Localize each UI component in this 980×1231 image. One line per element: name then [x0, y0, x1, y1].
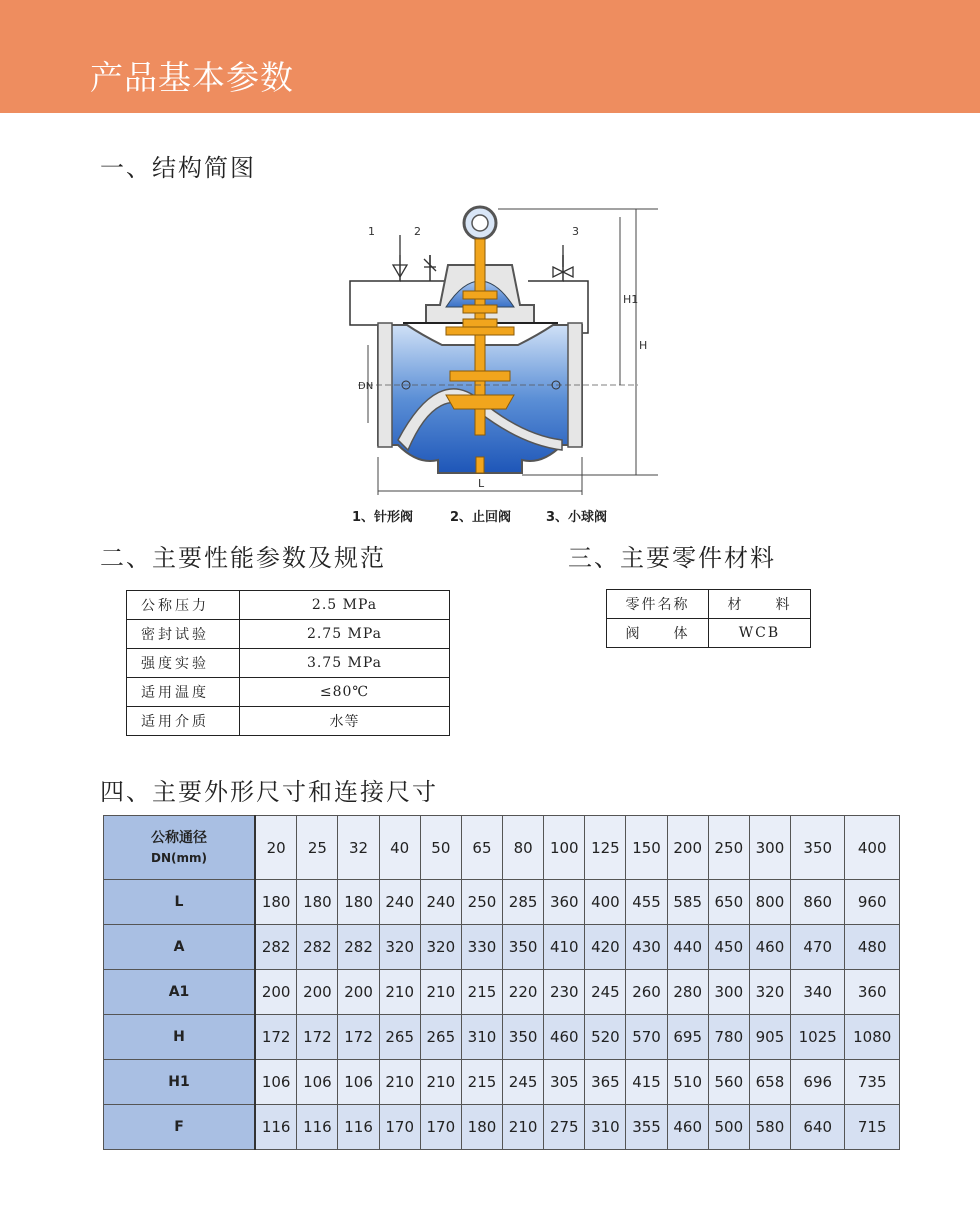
dimension-row-label: A1: [104, 970, 256, 1015]
dimension-value-cell: 200: [255, 970, 297, 1015]
dimension-value-cell: 640: [791, 1105, 845, 1150]
performance-row: [127, 620, 450, 649]
dimension-value-cell: 172: [297, 1015, 338, 1060]
callout-2: 2: [414, 225, 421, 238]
dimension-value-cell: 310: [461, 1015, 502, 1060]
dimension-value-cell: 650: [708, 880, 749, 925]
performance-value: ≤80℃: [240, 678, 450, 707]
materials-header-material: 材 料: [709, 590, 811, 619]
dimension-value-cell: 245: [585, 970, 626, 1015]
dimension-value-cell: 180: [338, 880, 379, 925]
dimension-value-cell: 735: [845, 1060, 900, 1105]
dimension-value-cell: 230: [544, 970, 585, 1015]
materials-header-row: [607, 590, 811, 619]
dimension-value-cell: 470: [791, 925, 845, 970]
dimension-value-cell: 460: [544, 1015, 585, 1060]
dimension-value-cell: 350: [503, 1015, 544, 1060]
dimension-row-label: L: [104, 880, 256, 925]
dn-header-label: 公称通径: [151, 829, 207, 846]
dimension-value-cell: 170: [420, 1105, 461, 1150]
dimension-value-cell: 360: [544, 880, 585, 925]
dimension-value-cell: 355: [626, 1105, 667, 1150]
dn-size-cell: 150: [626, 816, 667, 880]
dn-size-cell: 400: [845, 816, 900, 880]
dimension-value-cell: 320: [420, 925, 461, 970]
dimension-value-cell: 180: [255, 880, 297, 925]
dimension-value-cell: 240: [379, 880, 420, 925]
dimension-row: [104, 970, 900, 1015]
section-heading-dimensions: 四、主要外形尺寸和连接尺寸: [100, 778, 438, 806]
dimension-value-cell: 340: [791, 970, 845, 1015]
performance-row: [127, 649, 450, 678]
performance-value: 水等: [240, 707, 450, 736]
dimension-value-cell: 905: [749, 1015, 790, 1060]
dimension-value-cell: 455: [626, 880, 667, 925]
dimensions-table: [103, 815, 900, 1150]
dimension-value-cell: 430: [626, 925, 667, 970]
dimension-row: [104, 1105, 900, 1150]
materials-table: [606, 589, 811, 648]
dimension-value-cell: 780: [708, 1015, 749, 1060]
dimension-value-cell: 282: [255, 925, 297, 970]
dimension-value-cell: 450: [708, 925, 749, 970]
dn-size-cell: 65: [461, 816, 502, 880]
dimension-value-cell: 330: [461, 925, 502, 970]
performance-row: [127, 678, 450, 707]
dimension-value-cell: 440: [667, 925, 708, 970]
dimension-value-cell: 696: [791, 1060, 845, 1105]
dimension-value-cell: 695: [667, 1015, 708, 1060]
dimension-value-cell: 510: [667, 1060, 708, 1105]
dimension-value-cell: 480: [845, 925, 900, 970]
dimension-value-cell: 116: [255, 1105, 297, 1150]
performance-key: 适用温度: [127, 678, 240, 707]
dimension-value-cell: 210: [420, 970, 461, 1015]
dimension-value-cell: 1080: [845, 1015, 900, 1060]
section-heading-structure: 一、结构简图: [100, 154, 256, 182]
dimension-value-cell: 860: [791, 880, 845, 925]
dimension-value-cell: 460: [667, 1105, 708, 1150]
performance-row: [127, 591, 450, 620]
dimension-row-label: H1: [104, 1060, 256, 1105]
dn-size-cell: 80: [503, 816, 544, 880]
dimension-value-cell: 210: [420, 1060, 461, 1105]
ball-valve-symbol: [553, 245, 573, 277]
dn-size-cell: 32: [338, 816, 379, 880]
dimension-value-cell: 282: [338, 925, 379, 970]
dimension-value-cell: 420: [585, 925, 626, 970]
dim-h: H: [639, 339, 648, 352]
dimension-value-cell: 172: [255, 1015, 297, 1060]
dimension-value-cell: 300: [708, 970, 749, 1015]
dn-size-cell: 350: [791, 816, 845, 880]
dimension-value-cell: 106: [297, 1060, 338, 1105]
dimension-value-cell: 240: [420, 880, 461, 925]
dimension-value-cell: 580: [749, 1105, 790, 1150]
materials-header-part: 零件名称: [607, 590, 709, 619]
dimension-value-cell: 570: [626, 1015, 667, 1060]
materials-material: WCB: [709, 619, 811, 648]
valve-structure-diagram: [338, 195, 660, 527]
dimension-value-cell: 280: [667, 970, 708, 1015]
performance-key: 强度实验: [127, 649, 240, 678]
performance-value: 2.5 MPa: [240, 591, 450, 620]
dimension-value-cell: 180: [297, 880, 338, 925]
dimension-value-cell: 245: [503, 1060, 544, 1105]
dimension-value-cell: 220: [503, 970, 544, 1015]
dimension-value-cell: 500: [708, 1105, 749, 1150]
dimension-value-cell: 282: [297, 925, 338, 970]
dimension-value-cell: 250: [461, 880, 502, 925]
page-title: 产品基本参数: [90, 58, 294, 97]
performance-key: 适用介质: [127, 707, 240, 736]
dimension-value-cell: 365: [585, 1060, 626, 1105]
dimension-value-cell: 210: [379, 1060, 420, 1105]
dimension-value-cell: 210: [379, 970, 420, 1015]
dimension-value-cell: 265: [420, 1015, 461, 1060]
materials-part: 阀 体: [607, 619, 709, 648]
dimension-row-label: F: [104, 1105, 256, 1150]
dimension-value-cell: 320: [379, 925, 420, 970]
header-banner: [0, 0, 980, 113]
dimension-value-cell: 106: [338, 1060, 379, 1105]
dimension-value-cell: 520: [585, 1015, 626, 1060]
dimension-value-cell: 350: [503, 925, 544, 970]
section-heading-materials: 三、主要零件材料: [568, 544, 776, 572]
dimension-value-cell: 170: [379, 1105, 420, 1150]
dimension-row: [104, 1060, 900, 1105]
legend-check-valve: 2、止回阀: [450, 510, 512, 525]
dn-size-cell: 25: [297, 816, 338, 880]
performance-key: 密封试验: [127, 620, 240, 649]
dimension-row-label: H: [104, 1015, 256, 1060]
dimension-value-cell: 210: [503, 1105, 544, 1150]
dimension-value-cell: 960: [845, 880, 900, 925]
dimension-value-cell: 1025: [791, 1015, 845, 1060]
dimension-value-cell: 460: [749, 925, 790, 970]
section-heading-performance: 二、主要性能参数及规范: [100, 544, 386, 572]
dimension-value-cell: 275: [544, 1105, 585, 1150]
dimension-value-cell: 116: [338, 1105, 379, 1150]
dim-h1: H1: [623, 293, 639, 306]
dim-dn: DN: [358, 381, 374, 392]
dimension-row: [104, 925, 900, 970]
callout-3: 3: [572, 225, 579, 238]
dn-size-cell: 40: [379, 816, 420, 880]
callout-1: 1: [368, 225, 375, 238]
dimension-row-label: A: [104, 925, 256, 970]
performance-key: 公称压力: [127, 591, 240, 620]
dimension-value-cell: 320: [749, 970, 790, 1015]
dimension-value-cell: 106: [255, 1060, 297, 1105]
dimension-value-cell: 265: [379, 1015, 420, 1060]
dimension-value-cell: 658: [749, 1060, 790, 1105]
dn-header-unit: DN(mm): [151, 850, 207, 865]
dn-size-cell: 250: [708, 816, 749, 880]
dn-size-cell: 300: [749, 816, 790, 880]
dimension-value-cell: 800: [749, 880, 790, 925]
dimension-value-cell: 172: [338, 1015, 379, 1060]
dimension-value-cell: 215: [461, 1060, 502, 1105]
dimension-value-cell: 200: [297, 970, 338, 1015]
dimension-value-cell: 285: [503, 880, 544, 925]
dimension-value-cell: 260: [626, 970, 667, 1015]
dimension-value-cell: 560: [708, 1060, 749, 1105]
dn-size-cell: 100: [544, 816, 585, 880]
dimension-value-cell: 180: [461, 1105, 502, 1150]
dn-header-cell: [104, 816, 256, 880]
dimension-value-cell: 360: [845, 970, 900, 1015]
dimension-value-cell: 715: [845, 1105, 900, 1150]
materials-row: [607, 619, 811, 648]
dimension-row: [104, 880, 900, 925]
dimension-value-cell: 215: [461, 970, 502, 1015]
performance-table: [126, 590, 450, 736]
dn-size-cell: 50: [420, 816, 461, 880]
dn-size-cell: 200: [667, 816, 708, 880]
dim-l: L: [478, 477, 485, 490]
dimension-value-cell: 400: [585, 880, 626, 925]
performance-value: 2.75 MPa: [240, 620, 450, 649]
dn-size-cell: 20: [255, 816, 297, 880]
dimension-value-cell: 200: [338, 970, 379, 1015]
dn-size-cell: 125: [585, 816, 626, 880]
performance-value: 3.75 MPa: [240, 649, 450, 678]
dimension-value-cell: 410: [544, 925, 585, 970]
dimension-value-cell: 305: [544, 1060, 585, 1105]
dimensions-header-row: [104, 816, 900, 880]
legend-needle-valve: 1、针形阀: [352, 510, 414, 525]
dimension-value-cell: 310: [585, 1105, 626, 1150]
legend-ball-valve: 3、小球阀: [546, 510, 608, 525]
dimension-row: [104, 1015, 900, 1060]
dimension-value-cell: 585: [667, 880, 708, 925]
dimension-value-cell: 116: [297, 1105, 338, 1150]
dimension-value-cell: 415: [626, 1060, 667, 1105]
performance-row: [127, 707, 450, 736]
